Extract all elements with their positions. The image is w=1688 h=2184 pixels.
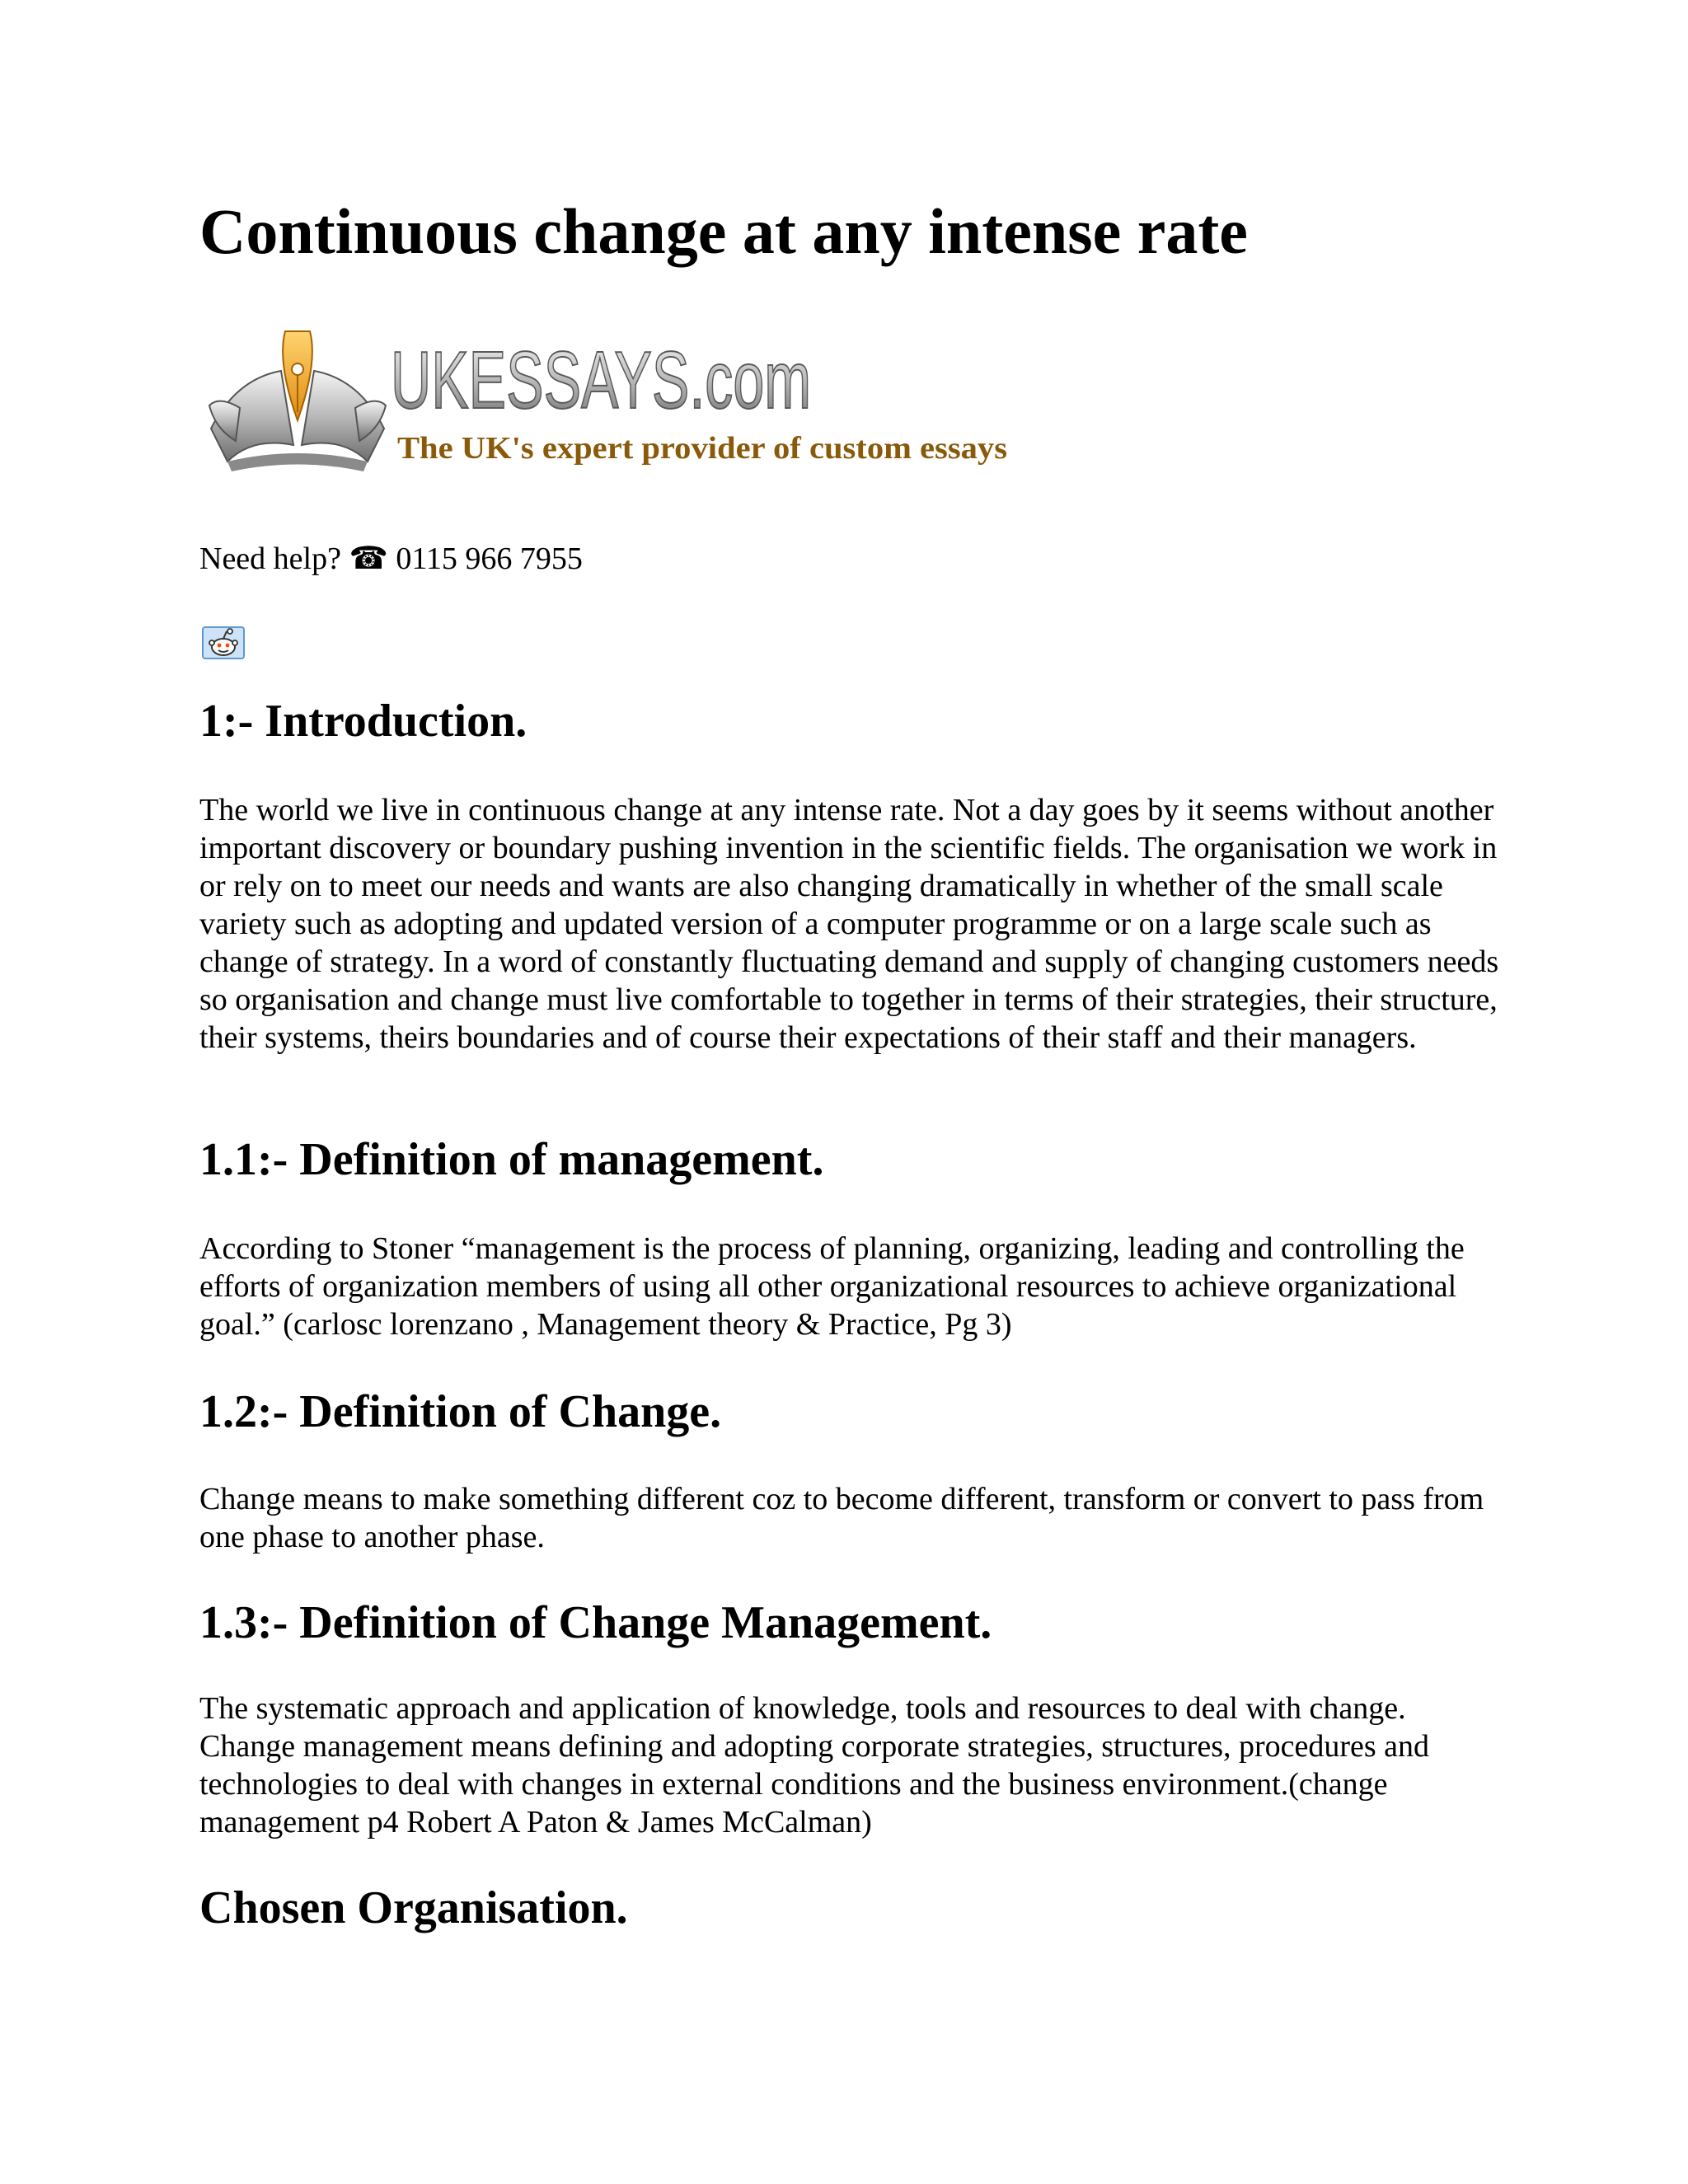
section-heading: 1.3:- Definition of Change Management.: [199, 1597, 992, 1648]
ukessays-logo: [203, 330, 1027, 478]
reddit-icon[interactable]: [202, 626, 245, 659]
logo-tagline-text: The UK's expert provider of custom essays: [397, 431, 1007, 466]
book-crown-icon: [209, 331, 386, 471]
logo-brand-text: UKESSAYS.com: [391, 335, 811, 425]
phone-number[interactable]: 0115 966 7955: [396, 541, 583, 576]
section-body: Change means to make something different coz to become different, transform or convert to pass from one phase to another phase.: [199, 1482, 1484, 1554]
page-title: Continuous change at any intense rate: [199, 195, 1248, 267]
section-body: The systematic approach and application of knowledge, tools and resources to deal with change. Change management means defining and adopting corporate strategies, structures, procedures and technologies to deal with changes in external conditions and the business environment.(change management p4 Robert A Paton & James McCalman): [199, 1691, 1430, 1840]
section-heading: 1:- Introduction.: [199, 696, 528, 747]
section-body: The world we live in continuous change at any intense rate. Not a day goes by it seems without another important discovery or boundary pushing invention in the scientific fields. The organisation we work in or rely on to meet our needs and wants are also changing dramatically in whether of the small scale variety such as adopting and updated version of a computer programme or on a large scale such as change of strategy. In a word of constantly fluctuating demand and supply of changing customers needs so organisation and change must live comfortable to together in terms of their strategies, their structure, their systems, theirs boundaries and of course their expectations of their staff and their managers.: [199, 793, 1499, 1055]
section-heading: 1.1:- Definition of management.: [199, 1134, 824, 1185]
phone-icon: ☎: [349, 541, 388, 576]
section-heading: Chosen Organisation.: [199, 1882, 628, 1933]
section-heading: 1.2:- Definition of Change.: [199, 1386, 722, 1437]
help-line: [199, 541, 583, 579]
help-label: Need help?: [199, 541, 341, 576]
section-body: According to Stoner “management is the process of planning, organizing, leading and controlling the efforts of organization members of using all other organizational resources to achieve organizational goal.” (carlosc lorenzano , Management theory & Practice, Pg 3): [199, 1231, 1465, 1342]
